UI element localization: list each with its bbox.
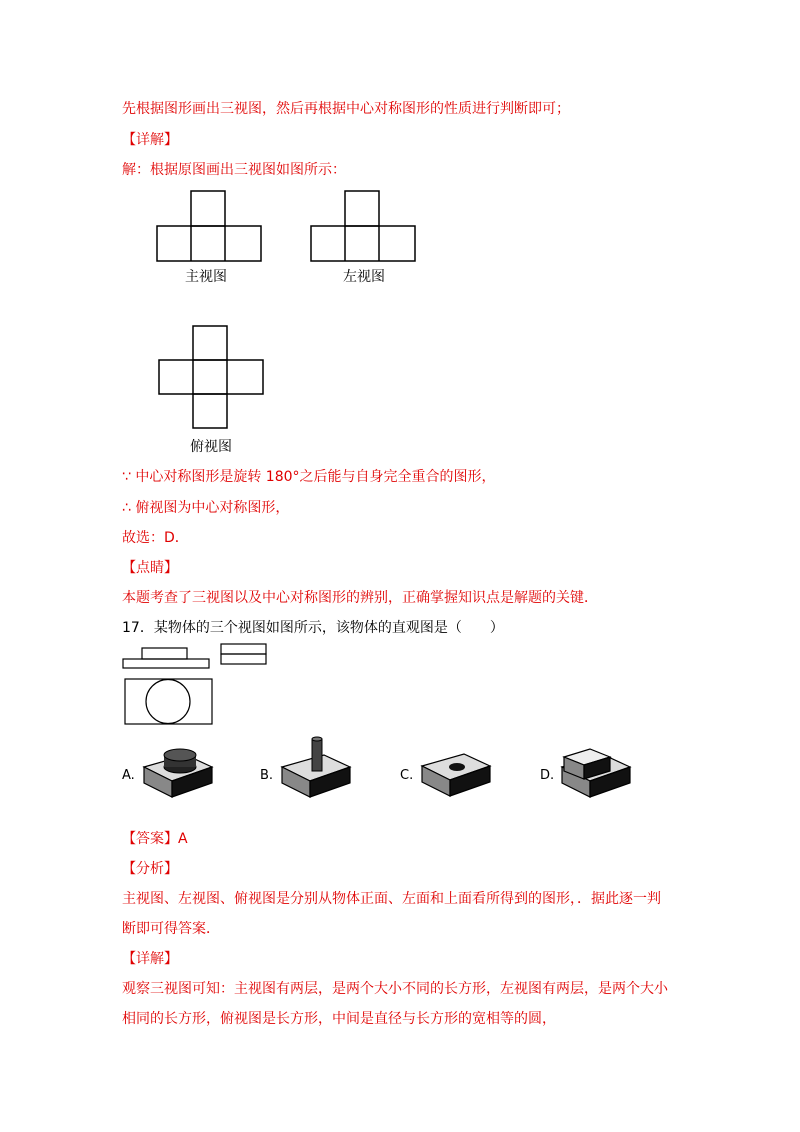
section-heading-detail-2: 【详解】 xyxy=(122,951,178,967)
left-view-caption: 左视图 xyxy=(343,269,385,285)
text-line-3: 解：根据原图画出三视图如图所示： xyxy=(122,162,346,178)
text-line-8: 本题考查了三视图以及中心对称图形的辨别，正确掌握知识点是解题的关键． xyxy=(122,590,598,606)
text-line-15: 观察三视图可知：主视图有两层，是两个大小不同的长方形，左视图有两层，是两个大小 xyxy=(122,981,668,997)
option-b-label: B. xyxy=(260,768,274,783)
section-heading-detail: 【详解】 xyxy=(122,132,178,148)
top-view-caption: 俯视图 xyxy=(190,439,232,455)
q17-left-view xyxy=(219,642,269,668)
option-d-figure xyxy=(560,745,632,801)
text-line-4: ∵ 中心对称图形是旋转 180°之后能与自身完全重合的图形， xyxy=(122,469,496,485)
answer-line: 【答案】A xyxy=(122,831,188,847)
option-b-figure xyxy=(280,735,352,801)
q17-front-view xyxy=(120,646,212,670)
option-a-label: A. xyxy=(122,768,135,783)
text-line-5: ∴ 俯视图为中心对称图形， xyxy=(122,500,290,516)
section-heading-comment: 【点睛】 xyxy=(122,560,178,576)
left-view-figure xyxy=(309,190,419,265)
question-17: 17．某物体的三个视图如图所示，该物体的直观图是（ ） xyxy=(122,620,504,636)
front-view-figure xyxy=(155,190,265,265)
option-c-label: C. xyxy=(400,768,414,783)
text-line-16: 相同的长方形，俯视图是长方形，中间是直径与长方形的宽相等的圆， xyxy=(122,1011,556,1027)
text-line-12: 主视图、左视图、俯视图是分别从物体正面、左面和上面看所得到的图形，．据此逐一判 xyxy=(122,891,661,907)
option-c-figure xyxy=(420,752,492,800)
front-view-caption: 主视图 xyxy=(185,269,227,285)
q17-top-view xyxy=(123,678,215,726)
option-a-figure xyxy=(142,745,214,801)
text-line-6: 故选：D． xyxy=(122,530,189,546)
section-heading-analysis: 【分析】 xyxy=(122,861,178,877)
text-line-1: 先根据图形画出三视图，然后再根据中心对称图形的性质进行判断即可； xyxy=(122,101,570,117)
top-view-figure xyxy=(157,325,267,435)
text-line-13: 断即可得答案． xyxy=(122,921,220,937)
option-d-label: D. xyxy=(540,768,555,783)
